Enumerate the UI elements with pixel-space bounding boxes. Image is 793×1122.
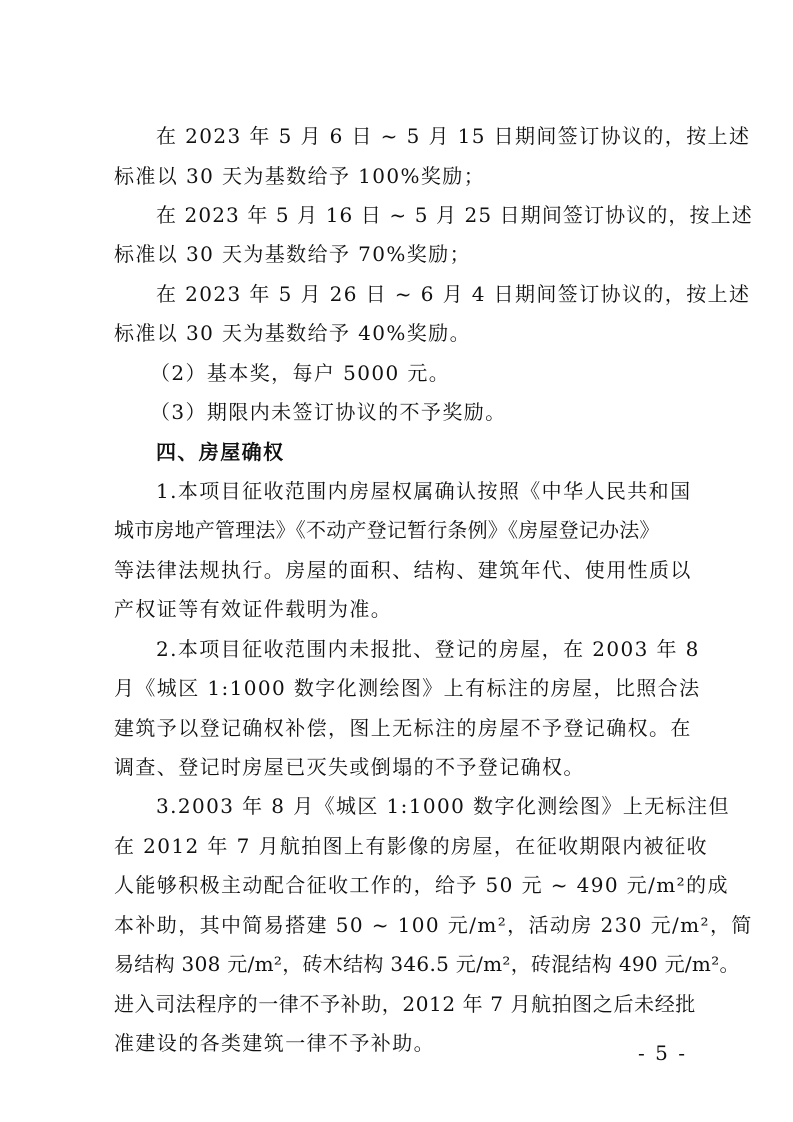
text-line: 易结构 308 元/m²，砖木结构 346.5 元/m²，砖混结构 490 元/m²。 xyxy=(114,952,740,976)
text-line: 2.本项目征收范围内未报批、登记的房屋，在 2003 年 8 xyxy=(156,637,700,661)
text-line: 进入司法程序的一律不予补助，2012 年 7 月航拍图之后未经批 xyxy=(114,992,696,1016)
text-line: 标准以 30 天为基数给予 40%奖励。 xyxy=(114,321,471,345)
text-line: 3.2003 年 8 月《城区 1:1000 数字化测绘图》上无标注但 xyxy=(156,794,730,818)
text-line: 在 2023 年 5 月 16 日 ~ 5 月 25 日期间签订协议的，按上述 xyxy=(156,203,753,227)
text-line: 在 2012 年 7 月航拍图上有影像的房屋，在征收期限内被征收 xyxy=(114,834,708,858)
text-line: 城市房地产管理法》《不动产登记暂行条例》《房屋登记办法》 xyxy=(114,518,660,542)
text-line: （3）期限内未签订协议的不予奖励。 xyxy=(150,400,507,424)
page-number: - 5 - xyxy=(638,1041,687,1065)
text-line: 调查、登记时房屋已灭失或倒塌的不予登记确权。 xyxy=(114,755,585,779)
text-line: 准建设的各类建筑一律不予补助。 xyxy=(114,1031,435,1055)
text-line: 月《城区 1:1000 数字化测绘图》上有标注的房屋，比照合法 xyxy=(114,676,701,700)
text-line: 1.本项目征收范围内房屋权属确认按照《中华人民共和国 xyxy=(156,479,692,503)
text-line: 在 2023 年 5 月 26 日 ~ 6 月 4 日期间签订协议的，按上述 xyxy=(156,282,751,306)
text-line: 等法律法规执行。房屋的面积、结构、建筑年代、使用性质以 xyxy=(114,558,692,582)
text-line: 本补助，其中简易搭建 50 ~ 100 元/m²，活动房 230 元/m²，简 xyxy=(114,913,753,937)
text-line: 产权证等有效证件载明为准。 xyxy=(114,597,393,621)
text-line: 在 2023 年 5 月 6 日 ~ 5 月 15 日期间签订协议的，按上述 xyxy=(156,124,751,148)
text-line: 标准以 30 天为基数给予 70%奖励； xyxy=(114,242,471,266)
text-line: （2）基本奖，每户 5000 元。 xyxy=(150,361,451,385)
text-line: 人能够积极主动配合征收工作的，给予 50 元 ~ 490 元/m²的成 xyxy=(114,873,729,897)
text-line: 建筑予以登记确权补偿，图上无标注的房屋不予登记确权。在 xyxy=(114,716,692,740)
text-line: 标准以 30 天为基数给予 100%奖励； xyxy=(114,164,486,188)
section-heading: 四、房屋确权 xyxy=(156,440,285,464)
